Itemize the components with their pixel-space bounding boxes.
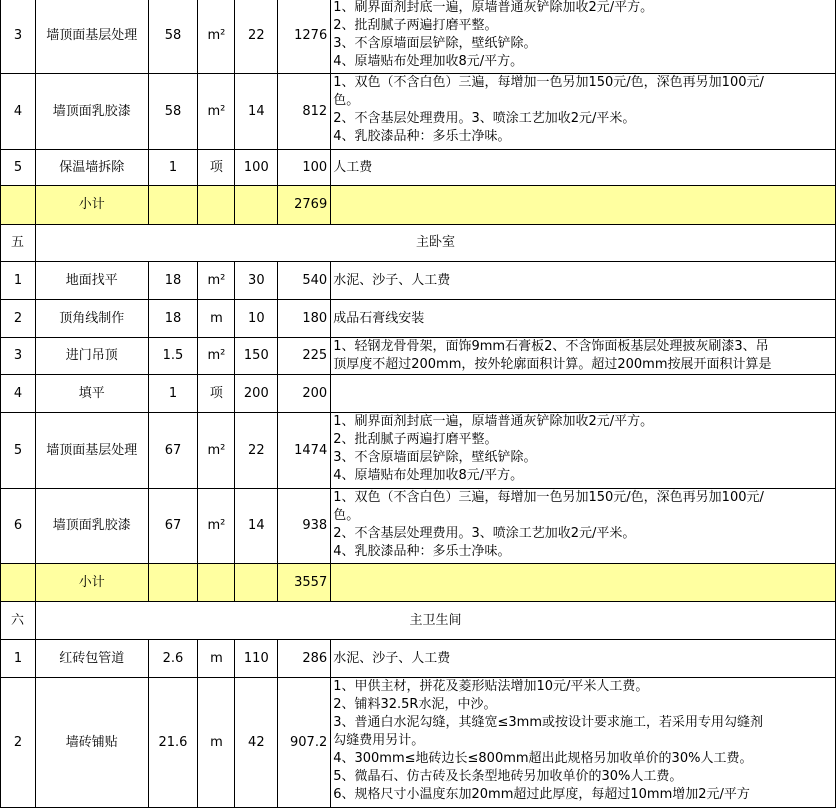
item-name-cell[interactable]: 进门吊顶 [35, 338, 148, 375]
quantity-cell[interactable]: 58 [148, 0, 198, 74]
section-title-cell[interactable]: 主卧室 [35, 225, 835, 262]
total-cell[interactable]: 1276 [278, 0, 331, 74]
notes-line: 4、乳胶漆品种：多乐士净味。 [333, 129, 511, 144]
unit-cell[interactable]: m² [198, 0, 235, 74]
notes-cell[interactable] [331, 640, 836, 678]
unit-cell[interactable]: m² [198, 74, 235, 150]
row-number-cell[interactable]: 3 [1, 0, 36, 74]
table-row [1, 678, 836, 808]
notes-line: 5、微晶石、仿古砖及长条型地砖另加收单价的30%人工费。 [333, 769, 683, 784]
unit-cell[interactable]: m [198, 678, 235, 808]
section-number-cell[interactable]: 六 [1, 602, 36, 640]
unit-cell[interactable]: m² [198, 489, 235, 564]
item-name-cell[interactable]: 墙顶面乳胶漆 [35, 74, 148, 150]
unit-cell[interactable]: m² [198, 413, 235, 489]
total-cell[interactable]: 907.2 [278, 678, 331, 808]
notes-line: 水泥、沙子、人工费 [333, 650, 451, 666]
table-row [1, 489, 836, 564]
subtotal-total-cell[interactable]: 2769 [278, 186, 331, 225]
notes-line: 1、双色（不含白色）三遍，每增加一色另加150元/色，深色再另加100元/ [333, 75, 764, 90]
unit-cell[interactable]: 项 [198, 150, 235, 186]
item-name-cell[interactable]: 保温墙拆除 [35, 150, 148, 186]
item-name-cell[interactable]: 墙顶面乳胶漆 [35, 489, 148, 564]
notes-cell[interactable] [331, 489, 836, 564]
row-number-cell[interactable]: 1 [1, 640, 36, 678]
unit-cell[interactable]: m [198, 300, 235, 338]
unit-price-cell[interactable]: 42 [235, 678, 278, 808]
subtotal-empty-cell[interactable] [148, 564, 198, 602]
total-cell[interactable]: 1474 [278, 413, 331, 489]
item-name-cell[interactable]: 红砖包管道 [35, 640, 148, 678]
total-cell[interactable]: 200 [278, 375, 331, 413]
subtotal-row [1, 564, 836, 602]
notes-line: 2、铺料32.5R水泥，中沙。 [333, 697, 497, 712]
row-number-cell[interactable]: 2 [1, 300, 36, 338]
table-row [1, 262, 836, 300]
notes-line: 色。 [333, 93, 360, 108]
notes-line: 3、不含原墙面层铲除，壁纸铲除。 [333, 450, 537, 465]
total-cell[interactable]: 812 [278, 74, 331, 150]
notes-line: 水泥、沙子、人工费 [333, 272, 451, 288]
row-number-cell[interactable]: 1 [1, 262, 36, 300]
unit-cell[interactable]: 项 [198, 375, 235, 413]
quantity-cell[interactable]: 67 [148, 413, 198, 489]
row-number-cell[interactable]: 5 [1, 150, 36, 186]
notes-cell[interactable] [331, 338, 836, 375]
subtotal-empty-cell[interactable] [235, 186, 278, 225]
table-row [1, 413, 836, 489]
notes-line: 顶厚度不超过200mm，按外轮廓面积计算。超过200mm按展开面积计算是 [333, 357, 772, 372]
quantity-cell[interactable]: 21.6 [148, 678, 198, 808]
item-name-cell[interactable]: 填平 [35, 375, 148, 413]
notes-line: 色。 [333, 508, 360, 523]
table-row [1, 0, 836, 74]
notes-line: 4、原墙贴布处理加收8元/平方。 [333, 54, 524, 69]
unit-cell[interactable]: m² [198, 338, 235, 375]
notes-line: 2、批刮腻子两遍打磨平整。 [333, 18, 498, 33]
unit-price-cell[interactable]: 30 [235, 262, 278, 300]
notes-cell[interactable] [331, 375, 836, 413]
table-row [1, 74, 836, 150]
total-cell[interactable]: 286 [278, 640, 331, 678]
item-name-cell[interactable]: 地面找平 [35, 262, 148, 300]
quantity-cell[interactable]: 18 [148, 300, 198, 338]
total-cell[interactable]: 540 [278, 262, 331, 300]
subtotal-row [1, 186, 836, 225]
unit-price-cell[interactable]: 22 [235, 413, 278, 489]
item-name-cell[interactable]: 墙砖铺贴 [35, 678, 148, 808]
total-cell[interactable]: 180 [278, 300, 331, 338]
subtotal-total-cell[interactable]: 3557 [278, 564, 331, 602]
subtotal-label-cell[interactable]: 小计 [35, 186, 148, 225]
notes-cell[interactable] [331, 262, 836, 300]
notes-line: 2、批刮腻子两遍打磨平整。 [333, 432, 498, 447]
quantity-cell[interactable]: 1 [148, 150, 198, 186]
table-row [1, 150, 836, 186]
subtotal-empty-cell[interactable] [1, 564, 36, 602]
total-cell[interactable]: 100 [278, 150, 331, 186]
table-row [1, 375, 836, 413]
section-header-row [1, 602, 836, 640]
unit-price-cell[interactable]: 22 [235, 0, 278, 74]
section-number-cell[interactable]: 五 [1, 225, 36, 262]
table-row [1, 300, 836, 338]
unit-price-cell[interactable]: 100 [235, 150, 278, 186]
notes-line: 1、双色（不含白色）三遍，每增加一色另加150元/色，深色再另加100元/ [333, 490, 764, 505]
row-number-cell[interactable]: 6 [1, 489, 36, 564]
item-name-cell[interactable]: 顶角线制作 [35, 300, 148, 338]
notes-cell[interactable] [331, 678, 836, 808]
notes-line: 1、轻钢龙骨骨架，面饰9mm石膏板2、不含饰面板基层处理披灰刷漆3、吊 [333, 339, 769, 354]
notes-line: 3、不含原墙面层铲除，壁纸铲除。 [333, 36, 537, 51]
subtotal-empty-cell[interactable] [331, 564, 836, 602]
quote-table-body [1, 0, 836, 808]
notes-cell[interactable] [331, 0, 836, 74]
unit-price-cell[interactable]: 10 [235, 300, 278, 338]
subtotal-empty-cell[interactable] [1, 186, 36, 225]
unit-cell[interactable]: m [198, 640, 235, 678]
notes-cell[interactable] [331, 300, 836, 338]
row-number-cell[interactable]: 4 [1, 74, 36, 150]
unit-price-cell[interactable]: 14 [235, 74, 278, 150]
quantity-cell[interactable]: 1.5 [148, 338, 198, 375]
unit-cell[interactable]: m² [198, 262, 235, 300]
notes-line: 1、刷界面剂封底一遍，原墙普通灰铲除加收2元/平方。 [333, 0, 654, 15]
notes-line: 1、甲供主材，拼花及菱形贴法增加10元/平米人工费。 [333, 679, 649, 694]
unit-price-cell[interactable]: 150 [235, 338, 278, 375]
notes-line: 6、规格尺寸小温度东加20mm超过此厚度，每超过10mm增加2元/平方 [333, 787, 750, 802]
notes-line: 勾缝费用另计。 [333, 733, 425, 748]
subtotal-empty-cell[interactable] [235, 564, 278, 602]
unit-price-cell[interactable]: 110 [235, 640, 278, 678]
notes-line: 成品石膏线安装 [333, 310, 425, 326]
item-name-cell[interactable]: 墙顶面基层处理 [35, 0, 148, 74]
quantity-cell[interactable]: 58 [148, 74, 198, 150]
subtotal-empty-cell[interactable] [198, 564, 235, 602]
notes-line: 3、普通白水泥勾缝，其缝宽≤3mm或按设计要求施工，若采用专用勾缝剂 [333, 715, 763, 730]
notes-cell[interactable] [331, 74, 836, 150]
total-cell[interactable]: 938 [278, 489, 331, 564]
row-number-cell[interactable]: 4 [1, 375, 36, 413]
subtotal-label-cell[interactable]: 小计 [35, 564, 148, 602]
unit-price-cell[interactable]: 200 [235, 375, 278, 413]
subtotal-empty-cell[interactable] [198, 186, 235, 225]
subtotal-empty-cell[interactable] [148, 186, 198, 225]
notes-cell[interactable] [331, 150, 836, 186]
section-header-row [1, 225, 836, 262]
section-title-cell[interactable]: 主卫生间 [35, 602, 835, 640]
notes-cell[interactable] [331, 413, 836, 489]
notes-line: 1、刷界面剂封底一遍，原墙普通灰铲除加收2元/平方。 [333, 414, 654, 429]
notes-line: 2、不含基层处理费用。3、喷涂工艺加收2元/平米。 [333, 111, 636, 126]
notes-line: 4、原墙贴布处理加收8元/平方。 [333, 468, 524, 483]
row-number-cell[interactable]: 2 [1, 678, 36, 808]
table-row [1, 640, 836, 678]
table-row [1, 338, 836, 375]
notes-line: 人工费 [333, 159, 373, 175]
total-cell[interactable]: 225 [278, 338, 331, 375]
subtotal-empty-cell[interactable] [331, 186, 836, 225]
unit-price-cell[interactable]: 14 [235, 489, 278, 564]
row-number-cell[interactable]: 3 [1, 338, 36, 375]
notes-line [333, 385, 835, 403]
quantity-cell[interactable]: 1 [148, 375, 198, 413]
notes-line: 4、300mm≤地砖边长≤800mm超出此规格另加收单价的30%人工费。 [333, 751, 753, 766]
row-number-cell[interactable]: 5 [1, 413, 36, 489]
notes-line: 4、乳胶漆品种：多乐士净味。 [333, 544, 511, 559]
quantity-cell[interactable]: 18 [148, 262, 198, 300]
quantity-cell[interactable]: 67 [148, 489, 198, 564]
quantity-cell[interactable]: 2.6 [148, 640, 198, 678]
item-name-cell[interactable]: 墙顶面基层处理 [35, 413, 148, 489]
notes-line: 2、不含基层处理费用。3、喷涂工艺加收2元/平米。 [333, 526, 636, 541]
